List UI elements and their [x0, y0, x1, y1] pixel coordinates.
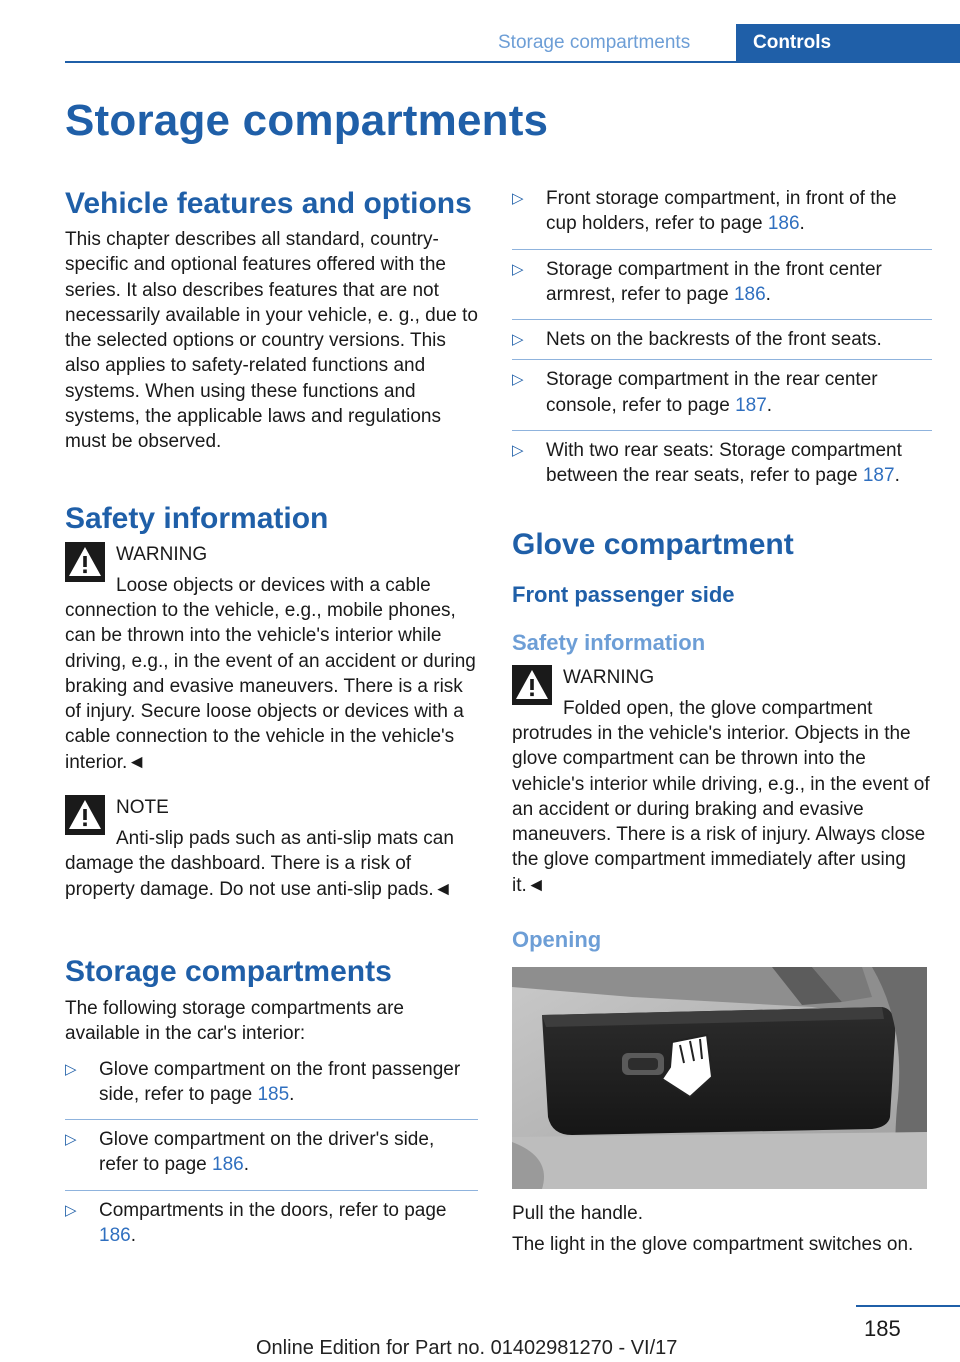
footer-edition: Online Edition for Part no. 01402981270 - VI/17 — [256, 1337, 678, 1359]
note-block — [65, 795, 478, 902]
warning-first-line: Folded open, the glove compartment — [563, 697, 873, 719]
glove-compartment-heading: Glove compartment — [512, 527, 794, 561]
list-item-end: . — [894, 465, 900, 487]
header-tab-controls[interactable]: Controls — [736, 24, 960, 62]
warning-triangle-icon — [65, 795, 105, 835]
list-item-text: Nets on the backrests of the front seats. — [546, 329, 882, 351]
page-link[interactable]: 185 — [257, 1083, 290, 1105]
note-label: NOTE — [116, 797, 169, 819]
page-link[interactable]: 187 — [862, 465, 895, 487]
bullet-triangle-icon: ▷ — [512, 442, 524, 460]
page-number-rule — [856, 1305, 960, 1307]
warning-label: WARNING — [563, 666, 655, 688]
bullet-triangle-icon: ▷ — [65, 1060, 77, 1078]
list-item-end: . — [130, 1225, 136, 1247]
bullet-triangle-icon: ▷ — [512, 260, 524, 278]
note-first-line: Anti-slip pads such as anti-slip mats can — [116, 828, 454, 850]
warning-block — [65, 542, 478, 775]
note-text: damage the dashboard. There is a risk of property damage. Do not use anti-slip pads.◄ — [65, 853, 453, 900]
page-number: 185 — [864, 1316, 901, 1341]
warning-first-line: Loose objects or devices with a cable — [116, 574, 431, 596]
warning-text: protrudes in the vehicle's interior. Objects in the glove compartment can be thrown into the vehicle's interior while driving, e.g., in the event of an accident or during braking and evasive maneuvers. There is a risk of injury. Always close the glove compartment immediately after using it.◄ — [512, 722, 930, 896]
warning-triangle-icon — [65, 542, 105, 582]
vehicle-features-text: This chapter describes all standard, country-specific and optional features offered with the series. It also describes features that are not necessarily available in your vehicle, e. g., due to the selected options or country versions. This also applies to safety-related functions and systems. When using these functions and systems, the applicable laws and regulations must be observed. — [65, 229, 478, 453]
left-column — [65, 186, 478, 1248]
bullet-triangle-icon: ▷ — [65, 1201, 77, 1219]
list-item — [512, 186, 932, 237]
pull-handle-text: Pull the handle. — [512, 1203, 643, 1225]
list-item-text: Front storage compartment, in front of the cup holders, refer to page — [546, 188, 897, 235]
page-link[interactable]: 186 — [767, 213, 800, 235]
page-link[interactable]: 186 — [212, 1154, 244, 1176]
storage-list-left — [65, 1053, 478, 1249]
list-item-text: Glove compartment on the front passenger side, refer to page — [99, 1058, 461, 1105]
list-item-end: . — [243, 1154, 250, 1176]
list-item-end: . — [799, 213, 805, 235]
safety-info-subheading: Safety information — [512, 629, 706, 655]
bullet-triangle-icon: ▷ — [512, 190, 524, 207]
page-link[interactable]: 186 — [733, 283, 766, 305]
list-item — [65, 1053, 478, 1108]
warning-text: connection to the vehicle, e.g., mobile phones, can be thrown into the vehicle's interior while driving, e.g., in the event of an accident or during braking and evasive maneuvers. There is a risk of injury. Secure loose objects or devices with a cable connection to the vehicle in the vehicle's interior.◄ — [65, 599, 476, 773]
header-rule — [65, 61, 960, 63]
glove-compartment-photo — [512, 967, 927, 1189]
glove-warning-block — [512, 665, 932, 898]
list-item — [512, 249, 932, 308]
storage-intro-text: The following storage compartments are available in the car's interior: — [65, 997, 404, 1045]
right-column — [512, 186, 932, 1258]
bullet-triangle-icon: ▷ — [65, 1131, 77, 1149]
bullet-triangle-icon: ▷ — [512, 331, 524, 349]
storage-list-right — [512, 186, 932, 489]
vehicle-features-heading: Vehicle features and options — [65, 187, 472, 220]
page-title: Storage compartments — [65, 96, 549, 145]
list-item — [512, 430, 932, 489]
page-link[interactable]: 186 — [99, 1225, 131, 1247]
list-item — [512, 359, 932, 418]
list-item — [65, 1190, 478, 1249]
safety-info-heading: Safety information — [65, 501, 329, 535]
list-item-end: . — [289, 1083, 295, 1105]
storage-compartments-heading: Storage compartments — [65, 954, 392, 988]
list-item-text: With two rear seats: Storage compartment between the rear seats, refer to page — [546, 440, 902, 487]
list-item — [65, 1119, 478, 1178]
list-item-end: . — [765, 283, 771, 305]
opening-heading: Opening — [512, 927, 602, 953]
list-item-text: Storage compartment in the front center armrest, refer to page — [546, 258, 882, 305]
warning-label: WARNING — [116, 543, 208, 565]
warning-triangle-icon — [512, 665, 552, 705]
page-link[interactable]: 187 — [735, 394, 767, 416]
list-item-end: . — [766, 394, 773, 416]
list-item-text: Compartments in the doors, refer to page — [99, 1199, 447, 1221]
bullet-triangle-icon: ▷ — [512, 371, 524, 389]
list-item-text: Storage compartment in the rear center console, refer to page — [546, 369, 878, 416]
header-section-title: Storage compartments — [498, 32, 691, 53]
list-item-text: Glove compartment on the driver's side, refer to page — [99, 1129, 435, 1176]
front-passenger-side-heading: Front passenger side — [512, 581, 735, 607]
list-item — [512, 319, 932, 352]
light-text: The light in the glove compartment switches on. — [512, 1234, 914, 1256]
